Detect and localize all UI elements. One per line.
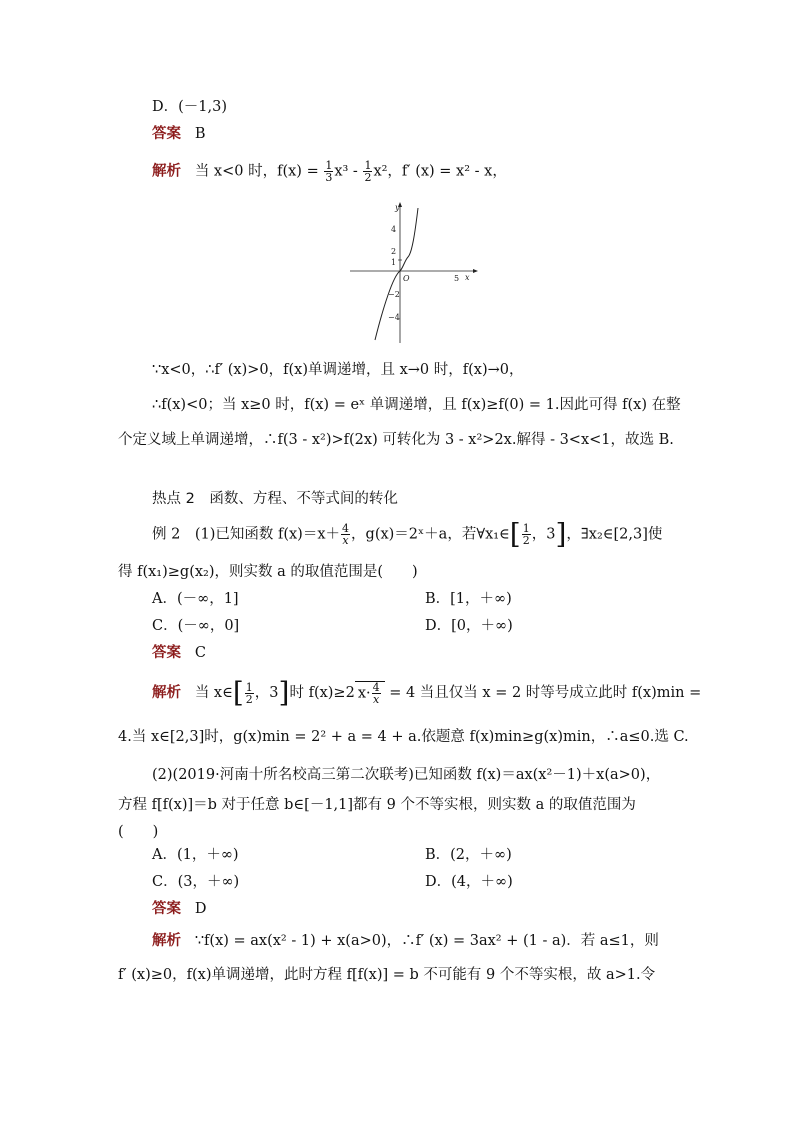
- answer-label: 答案: [152, 645, 181, 661]
- denominator: 3: [325, 171, 333, 184]
- example-text: ，g(x)＝2ˣ＋a，若∀x₁∈: [351, 526, 510, 543]
- example-2-line-1: [152, 517, 663, 551]
- analysis-label: 解析: [152, 685, 181, 701]
- example-text: ，∃x₂∈[2,3]使: [566, 526, 663, 543]
- answer-3: [152, 899, 206, 919]
- denominator: x: [342, 534, 349, 547]
- x-arrow-icon: [473, 269, 478, 273]
- square-root: [355, 681, 385, 705]
- answer-1: [152, 124, 205, 144]
- answer-value: B: [194, 126, 206, 142]
- example-text: 例 2 (1)已知函数 f(x)＝x＋: [152, 526, 341, 543]
- y-tick-label: 2: [391, 247, 397, 256]
- analysis-text: ，3: [254, 685, 279, 701]
- fraction: [372, 682, 381, 705]
- analysis-text: 当 x<0 时，f(x) =: [194, 163, 324, 180]
- analysis-text: ∵f(x) = ax(x² - 1) + x(a>0)，∴f′ (x) = 3ax² + (1 - a)．若 a≤1，则: [194, 933, 659, 949]
- analysis-text: = 4 当且仅当 x = 2 时等号成立此时 f(x)min =: [384, 685, 702, 701]
- bracket: [: [232, 676, 244, 709]
- option-b: B．(2，＋∞): [425, 847, 512, 863]
- option-c: C．(3，＋∞): [152, 874, 240, 890]
- analysis-text: 时 f(x)≥2: [289, 685, 355, 701]
- numerator: 1: [522, 522, 530, 535]
- answer-label: 答案: [152, 126, 181, 142]
- denominator: 2: [364, 171, 372, 184]
- y-axis-label: y: [395, 203, 400, 212]
- analysis-label: 解析: [152, 163, 181, 180]
- numerator: 1: [325, 159, 333, 172]
- numerator: 4: [342, 522, 350, 535]
- answer-value: C: [194, 645, 206, 661]
- bracket: ]: [278, 676, 290, 709]
- radicand: x·: [357, 685, 371, 702]
- y-tick-label: 4: [391, 225, 397, 234]
- analysis-2-line-1: [152, 676, 702, 709]
- analysis-label: 解析: [152, 933, 181, 949]
- option-d: D．[0，＋∞): [425, 618, 513, 634]
- fraction: [245, 682, 254, 705]
- numerator: 1: [245, 680, 253, 694]
- numerator: 4: [372, 681, 380, 694]
- analysis-3-line-2: f′ (x)≥0，f(x)单调递增，此时方程 f[f(x)] = b 不可能有 9 个不等实根，故 a>1.令: [118, 967, 656, 983]
- numerator: 1: [364, 159, 372, 172]
- answer-label: 答案: [152, 901, 181, 917]
- analysis-line: ∴f(x)<0；当 x≥0 时，f(x) = eˣ 单调递增，且 f(x)≥f(0) = 1.因此可得 f(x) 在整: [152, 397, 681, 413]
- section-heading: 热点 2 函数、方程、不等式间的转化: [152, 491, 398, 507]
- option-d: D．(4，＋∞): [425, 874, 513, 890]
- example-text: ，3: [531, 526, 556, 543]
- denominator: 2: [245, 692, 253, 706]
- analysis-text: x²，f′ (x) = x² - x，: [373, 163, 507, 180]
- answer-value: D: [194, 901, 207, 917]
- option-c: C．(－∞，0]: [152, 618, 240, 634]
- y-tick-label: −4: [388, 313, 400, 322]
- denominator: x: [373, 693, 380, 706]
- analysis-text: x³ -: [334, 163, 363, 180]
- analysis-text: 当 x∈: [194, 685, 233, 701]
- fraction: [363, 160, 372, 183]
- fraction: [324, 160, 333, 183]
- option-a: A．(1，＋∞): [152, 847, 239, 863]
- x-tick-label: 5: [454, 274, 460, 283]
- y-tick-label: 1: [391, 258, 397, 267]
- option-a: A．(－∞，1]: [152, 591, 239, 607]
- example-2-line-2: 得 f(x₁)≥g(x₂)，则实数 a 的取值范围是( ): [118, 564, 418, 580]
- analysis-line: ∵x<0，∴f′ (x)>0，f(x)单调递增，且 x→0 时，f(x)→0，: [152, 362, 524, 378]
- analysis-2-line-2: 4.当 x∈[2,3]时，g(x)min = 2² + a = 4 + a.依题意 f(x)min≥g(x)min，∴a≤0.选 C.: [118, 729, 689, 745]
- bracket: ]: [555, 517, 567, 551]
- answer-2: [152, 643, 206, 663]
- fraction: [341, 523, 350, 546]
- problem-2-line-2: 方程 f[f(x)]＝b 对于任意 b∈[－1,1]都有 9 个不等实根，则实数 a 的取值范围为: [118, 797, 636, 813]
- analysis-3-line-1: [152, 931, 659, 951]
- analysis-1: [152, 160, 507, 183]
- function-graph: [345, 198, 480, 346]
- analysis-line: 个定义域上单调递增，∴f(3 - x²)>f(2x) 可转化为 3 - x²>2x.解得 - 3<x<1，故选 B.: [118, 432, 674, 448]
- bracket: [: [509, 517, 521, 551]
- option-b: B．[1，＋∞): [425, 591, 512, 607]
- denominator: 2: [522, 534, 530, 547]
- option-d-prev: D．(－1,3): [152, 99, 227, 115]
- origin-label: O: [403, 274, 410, 283]
- problem-2-line-3: ( ): [118, 824, 159, 840]
- problem-2-line-1: (2)(2019·河南十所名校高三第二次联考)已知函数 f(x)＝ax(x²－1)＋x(a>0)，: [152, 767, 661, 783]
- x-axis-label: x: [465, 273, 470, 282]
- y-tick-label: −2: [388, 290, 400, 299]
- fraction: [522, 523, 531, 546]
